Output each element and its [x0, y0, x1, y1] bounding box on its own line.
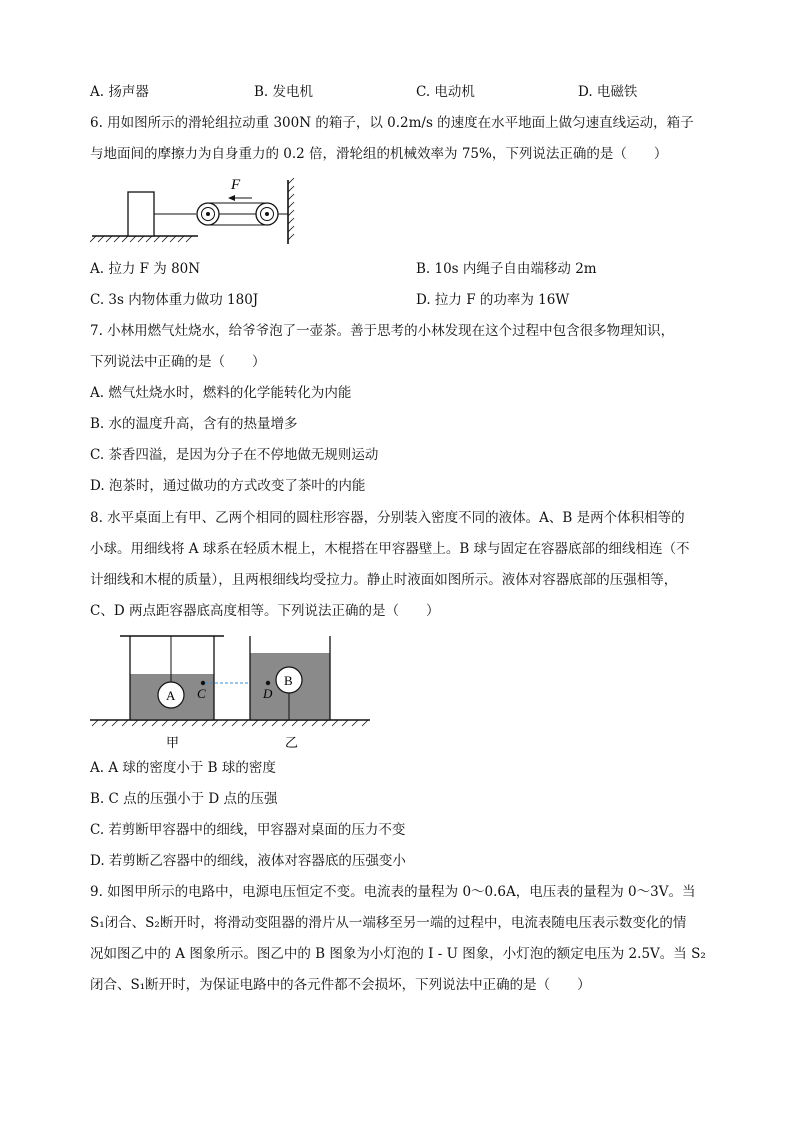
q8-option-b: B. C 点的压强小于 D 点的压强 — [90, 791, 278, 807]
q6-force-label: F — [231, 177, 241, 193]
q7-option-b: B. 水的温度升高，含有的热量增多 — [90, 416, 298, 432]
q8-containers-figure — [90, 628, 375, 754]
q6-stem-line2: 与地面间的摩擦力为自身重力的 0.2 倍，滑轮组的机械效率为 75%，下列说法正确的是（ ） — [90, 146, 668, 162]
q7-option-d: D. 泡茶时，通过做功的方式改变了茶叶的内能 — [90, 478, 366, 494]
q9-stem-line3: 况如图乙中的 A 图象所示。图乙中的 B 图象为小灯泡的 I - U 图象，小灯泡的额定电压为 2.5V。当 S₂ — [90, 946, 706, 962]
q5-option-c: C. 电动机 — [416, 84, 475, 100]
q6-pulley-figure — [90, 172, 300, 244]
q6-option-b: B. 10s 内绳子自由端移动 2m — [416, 261, 597, 277]
q6-option-a: A. 拉力 F 为 80N — [90, 261, 201, 277]
q8-stem-line1: 8. 水平桌面上有甲、乙两个相同的圆柱形容器，分别装入密度不同的液体。A、B 是两个体积相等的 — [90, 510, 685, 526]
q6-option-d: D. 拉力 F 的功率为 16W — [416, 292, 570, 308]
q8-ball-b-label: B — [284, 673, 293, 688]
q8-stem-line4: C、D 两点距容器底高度相等。下列说法正确的是（ ） — [90, 603, 440, 619]
q8-ball-a-label: A — [166, 688, 176, 703]
q5-option-a: A. 扬声器 — [90, 84, 149, 100]
q8-container-jia-label: 甲 — [166, 735, 180, 750]
q8-option-a: A. A 球的密度小于 B 球的密度 — [90, 760, 276, 776]
q7-stem-line2: 下列说法中正确的是（ ） — [90, 354, 266, 370]
q6-stem-line1: 6. 用如图所示的滑轮组拉动重 300N 的箱子，以 0.2m/s 的速度在水平地面上做匀速直线运动，箱子 — [90, 115, 694, 131]
q8-stem-line3: 计细线和木棍的质量），且两根细线均受拉力。静止时液面如图所示。液体对容器底部的压强相等， — [90, 572, 678, 588]
q9-stem-line4: 闭合、S₁断开时，为保证电路中的各元件都不会损坏，下列说法中正确的是（ ） — [90, 977, 591, 993]
q7-stem-line1: 7. 小林用燃气灶烧水，给爷爷泡了一壶茶。善于思考的小林发现在这个过程中包含很多物理知识， — [90, 323, 675, 339]
q8-option-c: C. 若剪断甲容器中的细线，甲容器对桌面的压力不变 — [90, 822, 406, 838]
q9-stem-line1: 9. 如图甲所示的电路中，电源电压恒定不变。电流表的量程为 0～0.6A，电压表的量程为 0～3V。当 — [90, 884, 696, 900]
q8-option-d: D. 若剪断乙容器中的细线，液体对容器底的压强变小 — [90, 853, 406, 869]
q9-stem-line2: S₁闭合、S₂断开时，将滑动变阻器的滑片从一端移至另一端的过程中，电流表随电压表示数变化的情 — [90, 915, 687, 931]
q6-option-c: C. 3s 内物体重力做功 180J — [90, 292, 259, 308]
q8-container-yi-label: 乙 — [285, 735, 299, 750]
q7-option-c: C. 茶香四溢，是因为分子在不停地做无规则运动 — [90, 447, 379, 463]
q8-point-c-label: C — [197, 686, 206, 701]
q5-option-d: D. 电磁铁 — [578, 84, 638, 100]
q8-stem-line2: 小球。用细线将 A 球系在轻质木棍上，木棍搭在甲容器壁上。B 球与固定在容器底部的细线相连（不 — [90, 541, 690, 557]
q7-option-a: A. 燃气灶烧水时，燃料的化学能转化为内能 — [90, 385, 352, 401]
q8-point-d-label: D — [263, 686, 273, 701]
q5-option-b: B. 发电机 — [254, 84, 314, 100]
